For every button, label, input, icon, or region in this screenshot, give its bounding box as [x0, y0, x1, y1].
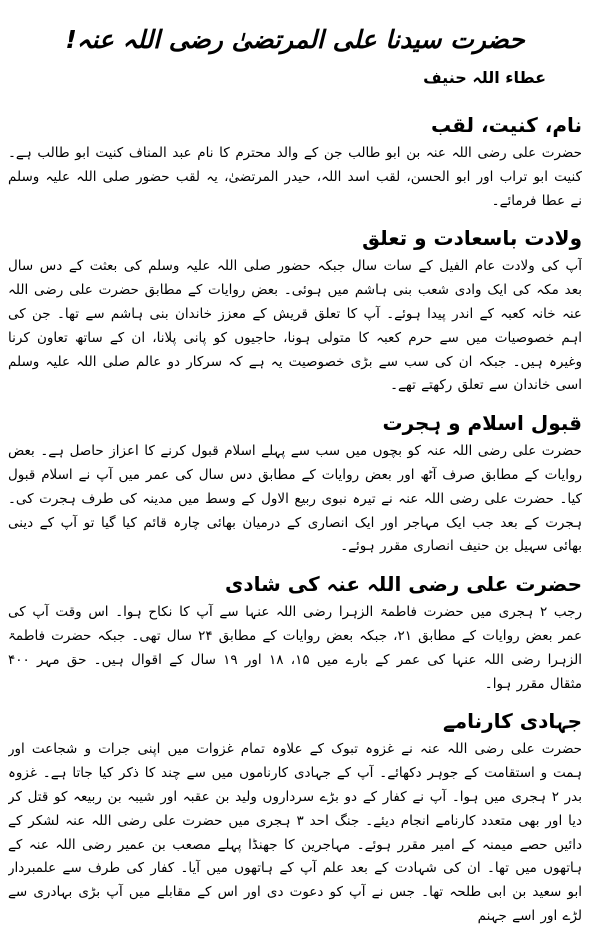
- section-birth: [8, 213, 582, 398]
- author-name: عطاء اللہ حنیف: [423, 68, 546, 87]
- section-name-kunya-laqab: [8, 100, 582, 213]
- section-paragraph: حضرت علی رضی اللہ عنہ بن ابو طالب جن کے والد محترم کا نام عبد المناف کنیت ابو طالب ہے۔ کنیت ابو تراب اور ابو الحسن، لقب اسد اللہ، حیدر المرتضیٰ، یہ لقب حضور صلی اللہ علیہ وسلم نے عطا فرمائے۔: [8, 145, 582, 209]
- section-heading: نام، کنیت، لقب: [430, 113, 582, 137]
- section-marriage: [8, 559, 582, 696]
- section-heading: قبول اسلام و ہجرت: [382, 411, 582, 436]
- article-title: حضرت سیدنا علی المرتضیٰ رضی اللہ عنہ!: [65, 25, 525, 54]
- section-islam-hijrat: [8, 398, 582, 559]
- section-paragraph: حضرت علی رضی اللہ عنہ کو بچوں میں سب سے پہلے اسلام قبول کرنے کا اعزاز حاصل ہے۔ بعض روایات کے مطابق صرف آٹھ اور بعض روایات کے مطابق دس سال کی عمر میں آپ نے اسلام قبول کیا۔ حضرت علی رضی اللہ عنہ نے تیرہ نبوی ربیع الاول کے وسط میں مدینہ کی طرف ہجرت کی۔ ہجرت کے بعد جب ایک مہاجر اور ایک انصاری کے درمیان بھائی چارہ قائم کیا گیا تو آپ کے دینی بھائی سہیل بن حنیف انصاری مقرر ہوئے۔: [8, 443, 582, 555]
- section-heading: جہادی کارنامے: [443, 709, 582, 734]
- section-paragraph: رجب ۲ ہجری میں حضرت فاطمۃ الزہرا رضی اللہ عنہا سے آپ کا نکاح ہوا۔ اس وقت آپ کی عمر بعض روایات کے مطابق ۲۱، جبکہ بعض روایات کے مطابق ۲۴ سال تھی۔ جبکہ حضرت فاطمۃ الزہرا رضی اللہ عنہا کی عمر کے بارے میں ۱۵، ۱۸ اور ۱۹ سال کے اقوال ہیں۔ حق مہر ۴۰۰ مثقال مقرر ہوا۔: [8, 604, 582, 692]
- section-jihad: [8, 696, 582, 928]
- section-heading: ولادت باسعادت و تعلق: [362, 226, 582, 251]
- section-paragraph: حضرت علی رضی اللہ عنہ نے غزوہ تبوک کے علاوہ تمام غزوات میں اپنی جرات و شجاعت اور ہمت و استقامت کے جوہر دکھائے۔ آپ کے جہادی کارناموں میں سے چند کا ذکر کیا جاتا ہے۔ غزوہ بدر ۲ ہجری میں ہوا۔ آپ نے کفار کے دو بڑے سرداروں ولید بن عقبہ اور شیبہ بن ربیعہ کو قتل کر دیا اور بھی متعدد کارنامے انجام دیئے۔ جنگ احد ۳ ہجری میں حضرت علی رضی اللہ عنہ لشکر کے دائیں حصے میمنہ کے امیر مقرر ہوئے۔ مہاجرین کا جھنڈا پہلے مصعب بن عمیر رضی اللہ عنہ کے ہاتھوں میں تھا۔ ان کی شہادت کے بعد علم آپ کے ہاتھوں میں آیا۔ کفار کی طرف سے علمبردار ابو سعید بن ابی طلحہ تھا۔ جس نے آپ کو دعوت دی اور اس کے مقابلے میں آپ بڑی بہادری سے لڑے اور اسے جہنم: [8, 741, 582, 924]
- section-heading: حضرت علی رضی اللہ عنہ کی شادی: [224, 572, 582, 597]
- section-paragraph: آپ کی ولادت عام الفیل کے سات سال جبکہ حضور صلی اللہ علیہ وسلم کی بعثت کے دس سال بعد مکہ کی ایک وادی شعب بنی ہاشم میں ہوئی۔ بعض روایات کے مطابق حضرت علی رضی اللہ عنہ خانہ کعبہ کے اندر پیدا ہوئے۔ آپ کا تعلق قریش کے معزز خاندان بنی ہاشم سے تھا۔ جن کی اہم خصوصیات میں سے حرم کعبہ کا متولی ہونا، حاجیوں کو پانی پلانا، ان کے ساتھ تعاون کرنا وغیرہ ہیں۔ جبکہ ان کی سب سے بڑی خصوصیت یہ ہے کہ سرکار دو عالم صلی اللہ علیہ وسلم اسی خاندان سے تعلق رکھتے تھے۔: [8, 258, 582, 394]
